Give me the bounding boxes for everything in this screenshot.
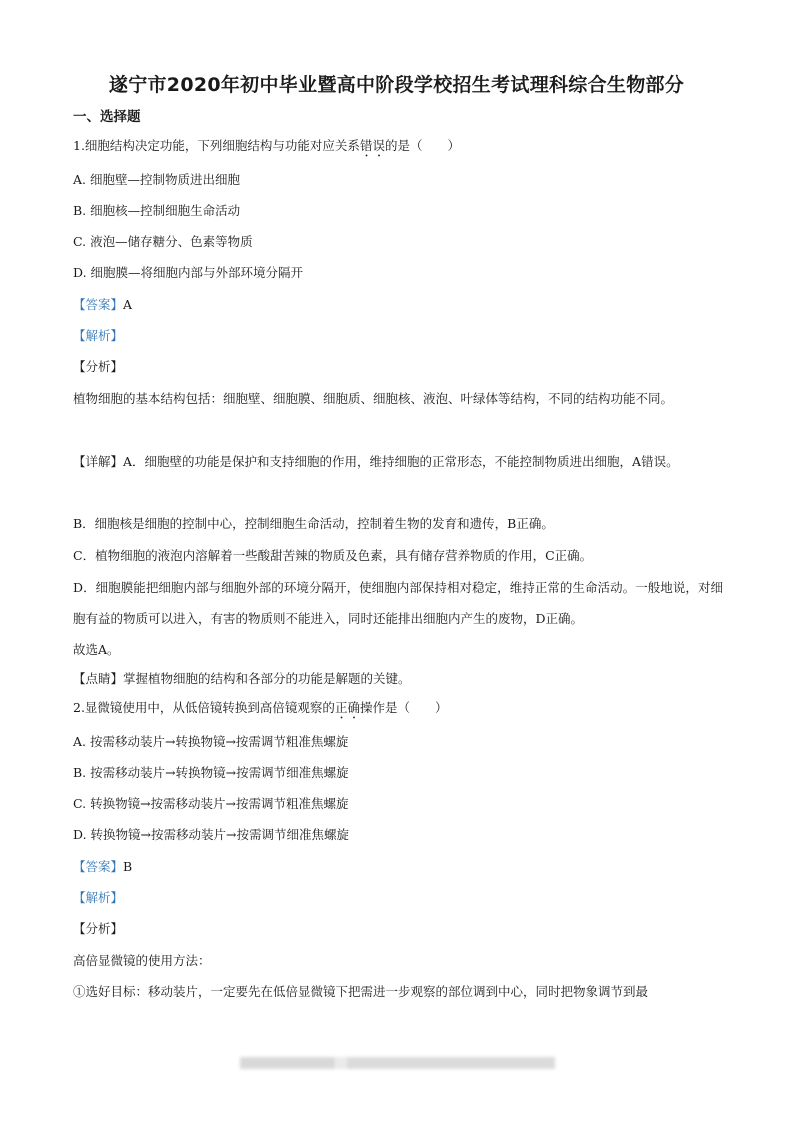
q1-detail-c: C．植物细胞的液泡内溶解着一些酸甜苦辣的物质及色素，具有储存营养物质的作用，C正确。: [73, 548, 593, 563]
q1-detail-a-text: A．细胞壁的功能是保护和支持细胞的作用，维持细胞的正常形态，不能控制物质进出细胞，A错误。: [123, 454, 679, 469]
section-heading: 一、选择题: [73, 109, 141, 125]
q1-option-a: A. 细胞壁—控制物质进出细胞: [73, 172, 240, 187]
q1-answer-value: A: [123, 297, 133, 312]
q1-stem-pre: 1.细胞结构决定功能，下列细胞结构与功能对应关系: [73, 138, 360, 153]
q2-option-d: D. 转换物镜→按需移动装片→按需调节细准焦螺旋: [73, 827, 349, 842]
q1-stem-emphasis: 错误: [359, 138, 385, 153]
q2-answer-label: 【答案】: [73, 859, 124, 874]
q1-option-c: C. 液泡—储存糖分、色素等物质: [73, 234, 253, 249]
q1-fenxi-text: 植物细胞的基本结构包括：细胞壁、细胞膜、细胞质、细胞核、液泡、叶绿体等结构，不同的结构功能不同。: [73, 391, 674, 406]
document-title: 遂宁市2020年初中毕业暨高中阶段学校招生考试理科综合生物部分: [108, 74, 685, 96]
q1-detail-b: B．细胞核是细胞的控制中心，控制细胞生命活动，控制着生物的发育和遗传，B正确。: [73, 516, 554, 531]
q1-option-d: D. 细胞膜—将细胞内部与外部环境分隔开: [73, 265, 304, 280]
q2-option-c: C. 转换物镜→按需移动装片→按需调节粗准焦螺旋: [73, 796, 349, 811]
q1-fenxi-label: 【分析】: [73, 359, 124, 374]
q2-option-b: B. 按需移动装片→转换物镜→按需调节细准焦螺旋: [73, 765, 349, 780]
q1-analysis-label: 【解析】: [73, 328, 124, 343]
q2-option-a: A. 按需移动装片→转换物镜→按需调节粗准焦螺旋: [73, 734, 349, 749]
q1-dianjing-label: 【点睛】: [73, 671, 124, 686]
q1-option-b: B. 细胞核—控制细胞生命活动: [73, 203, 241, 218]
blurred-footer-watermark: [240, 1057, 555, 1069]
question-2-stem: [73, 699, 447, 722]
q1-detail-label: 【详解】: [73, 454, 124, 469]
q2-answer: [73, 858, 132, 876]
q2-stem-post: 操作是（ ）: [359, 700, 448, 715]
q1-detail-d: D．细胞膜能把细胞内部与细胞外部的环境分隔开，使细胞内部保持相对稳定，维持正常的生命活动。一般地说，对细胞有益的物质可以进入，有害的物质则不能进入，同时还能排出细胞内产生的废物，D正确。: [73, 580, 723, 626]
q2-fenxi-label: 【分析】: [73, 921, 124, 936]
q2-stem-pre: 2.显微镜使用中，从低倍镜转换到高倍镜观察的: [73, 700, 335, 715]
q1-dianjing: [73, 670, 411, 688]
q2-stem-emphasis: 正确: [334, 700, 360, 715]
q1-stem-post: 的是（ ）: [384, 138, 460, 153]
q2-fenxi-text: 高倍显微镜的使用方法：: [73, 953, 211, 968]
q1-answer: [73, 296, 132, 314]
q1-choose: 故选A。: [73, 642, 120, 657]
q1-answer-label: 【答案】: [73, 297, 124, 312]
q2-answer-value: B: [123, 859, 133, 874]
q2-analysis-label: 【解析】: [73, 890, 124, 905]
question-1-stem: [73, 137, 460, 160]
q1-dianjing-text: 掌握植物细胞的结构和各部分的功能是解题的关键。: [123, 671, 411, 686]
q1-detail-a: [73, 446, 723, 477]
q2-step-1: ①选好目标：移动装片，一定要先在低倍显微镜下把需进一步观察的部位调到中心，同时把物象调节到最: [73, 984, 649, 999]
